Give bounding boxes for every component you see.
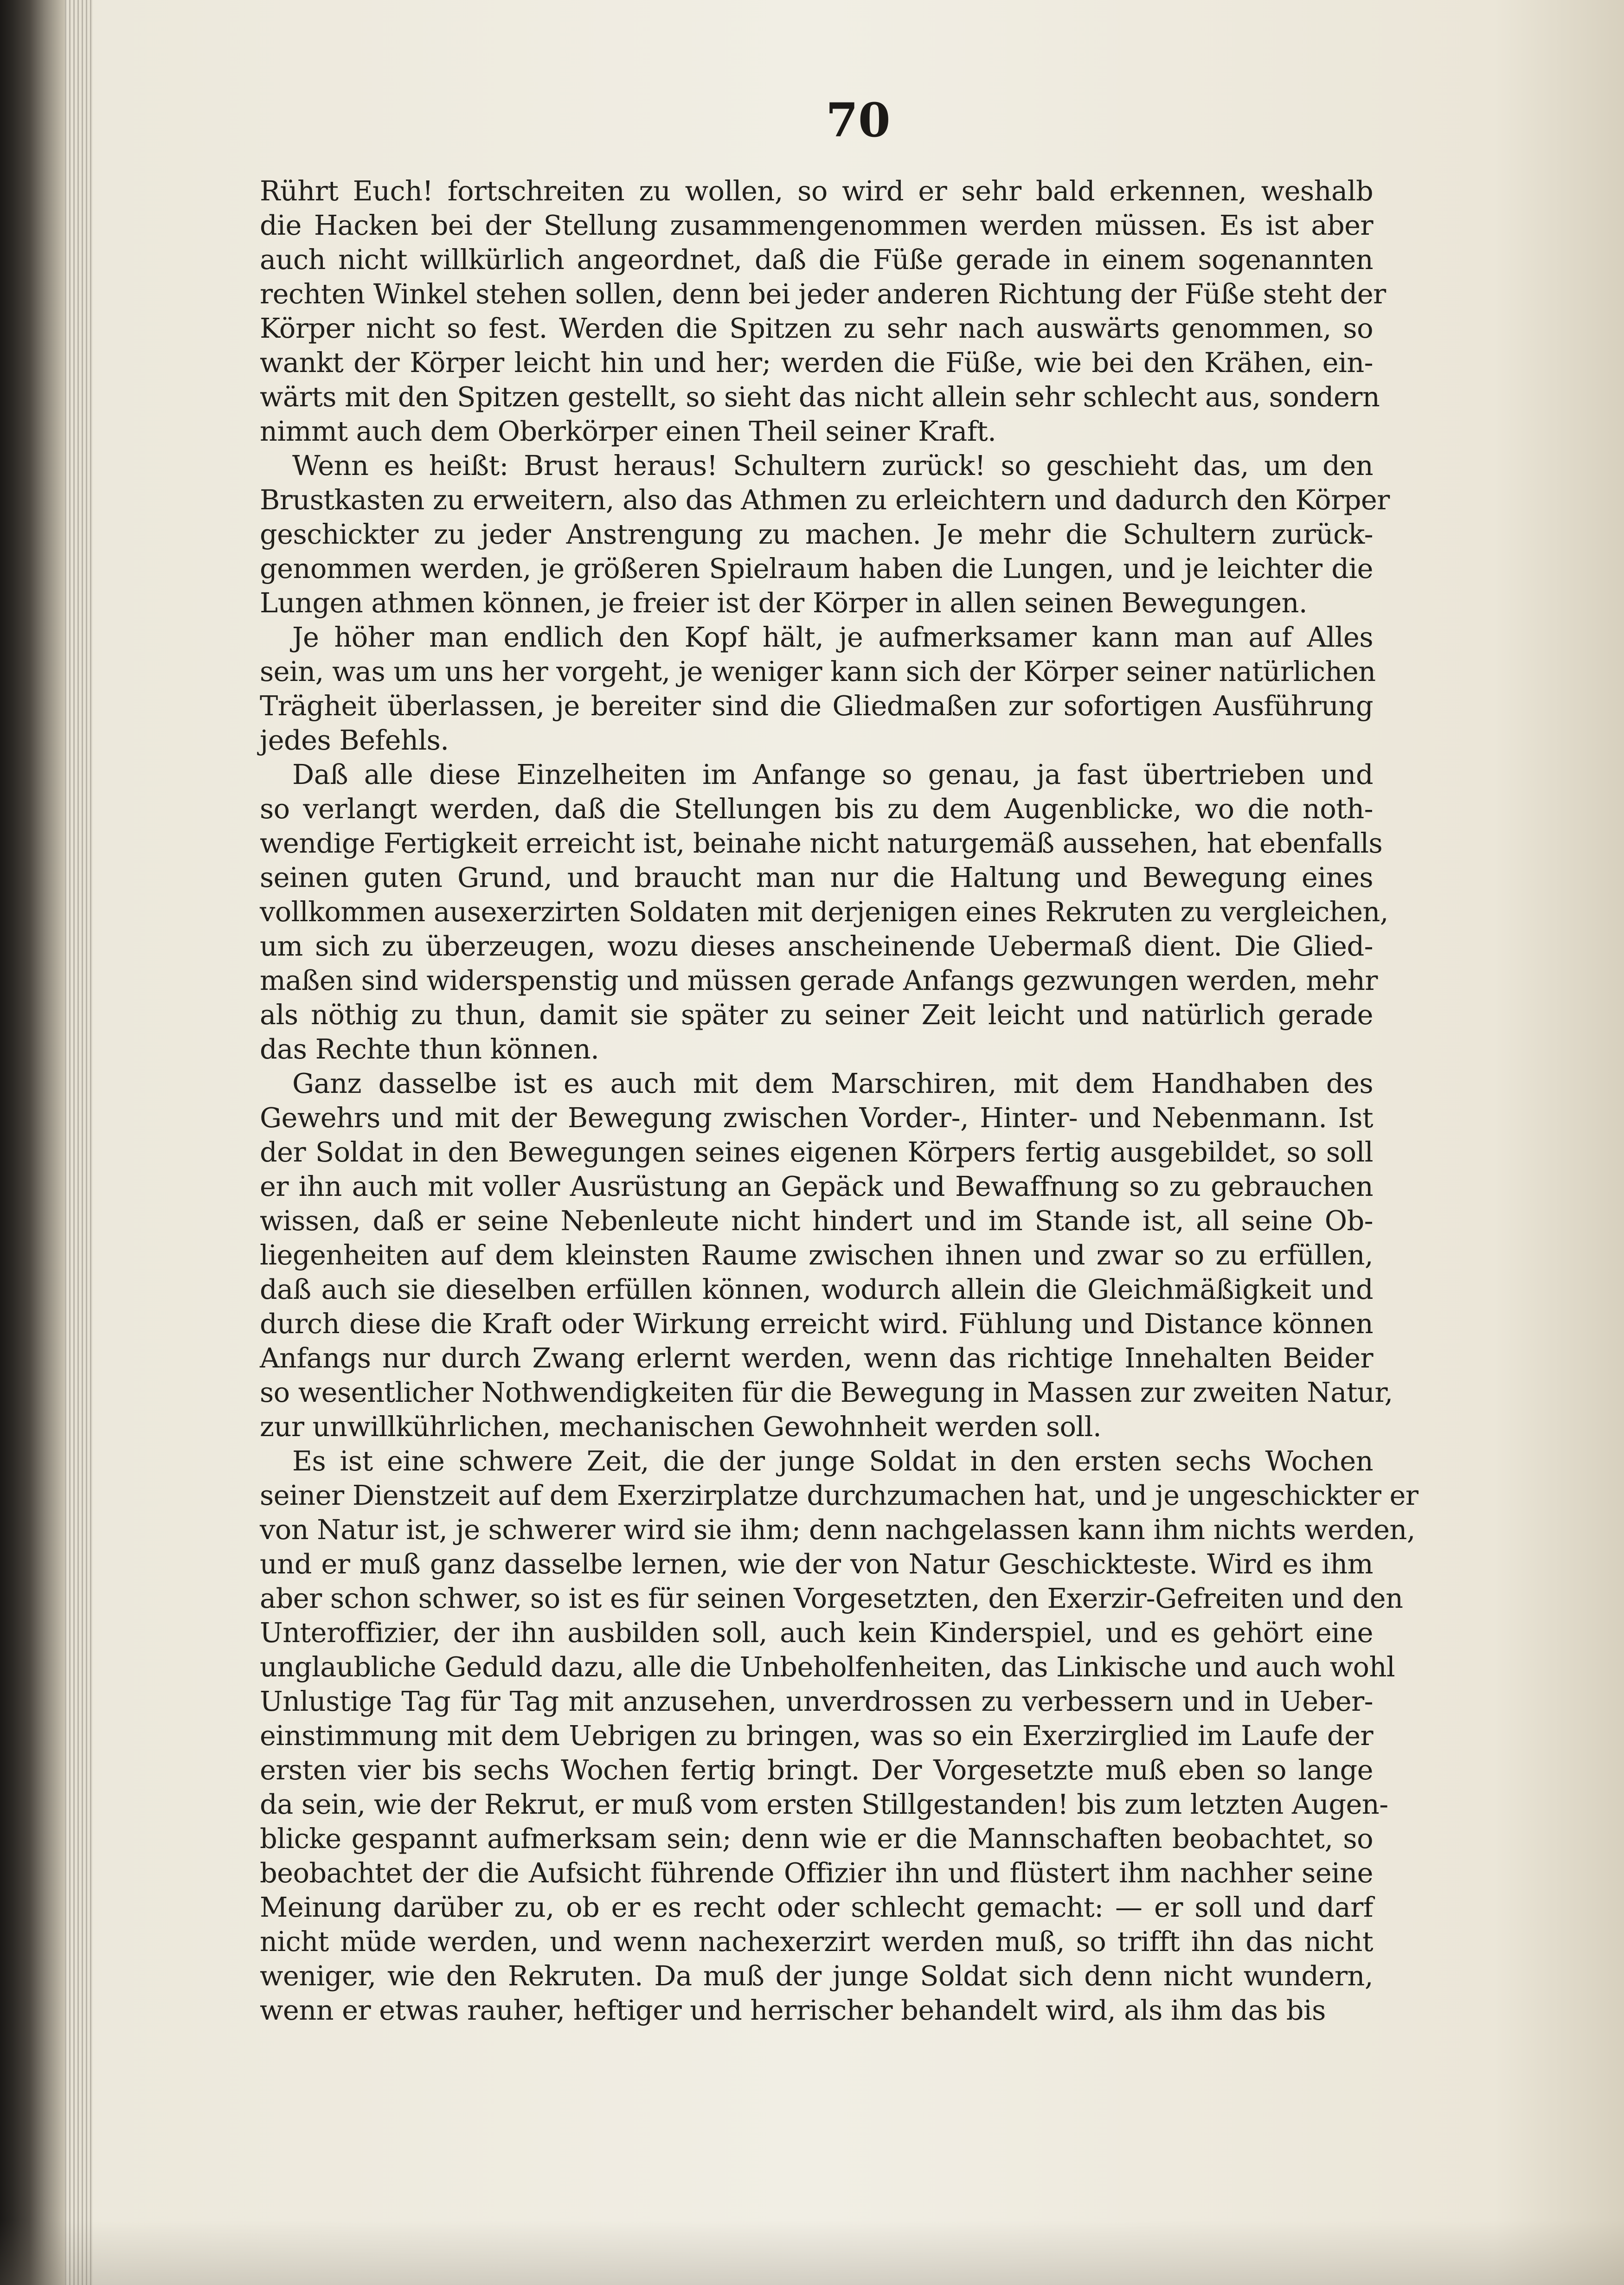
- page-number: 70: [826, 93, 891, 148]
- text-line: so wesentlicher Nothwendigkeiten für die Bewegung in Massen zur zweiten Natur,: [260, 1376, 1393, 1408]
- text-line: Meinung darüber zu, ob er es recht oder schlecht gemacht: — er soll und darf: [260, 1891, 1373, 1923]
- text-line: um sich zu überzeugen, wozu dieses anscheinende Uebermaß dient. Die Glied-: [260, 930, 1373, 962]
- text-line: liegenheiten auf dem kleinsten Raume zwischen ihnen und zwar so zu erfüllen,: [260, 1239, 1373, 1271]
- text-line: unglaubliche Geduld dazu, alle die Unbeholfenheiten, das Linkische und auch wohl: [260, 1651, 1395, 1683]
- page-edges: [65, 0, 93, 2285]
- text-line: sein, was um uns her vorgeht, je weniger kann sich der Körper seiner natürlichen: [260, 655, 1376, 687]
- body-text: [260, 174, 1419, 2028]
- text-line: auch nicht willkürlich angeordnet, daß die Füße gerade in einem sogenannten: [260, 244, 1373, 276]
- text-line: Unlustige Tag für Tag mit anzusehen, unverdrossen zu verbessern und in Ueber-: [260, 1685, 1373, 1717]
- paragraph: [260, 449, 1390, 620]
- text-line: da sein, wie der Rekrut, er muß vom ersten Stillgestanden! bis zum letzten Augen-: [260, 1788, 1388, 1820]
- text-line: Je höher man endlich den Kopf hält, je aufmerksamer kann man auf Alles: [292, 621, 1373, 653]
- text-line: nicht müde werden, und wenn nachexerzirt werden muß, so trifft ihn das nicht: [260, 1926, 1373, 1958]
- paragraph: [260, 757, 1388, 1066]
- text-line: weniger, wie den Rekruten. Da muß der junge Soldat sich denn nicht wundern,: [260, 1960, 1373, 1992]
- text-line: ersten vier bis sechs Wochen fertig bringt. Der Vorgesetzte muß eben so lange: [260, 1754, 1373, 1786]
- text-line: Rührt Euch! fortschreiten zu wollen, so wird er sehr bald erkennen, weshalb: [260, 175, 1373, 207]
- text-line: Brustkasten zu erweitern, also das Athmen zu erleichtern und dadurch den Körper: [260, 484, 1390, 516]
- text-line: wissen, daß er seine Nebenleute nicht hindert und im Stande ist, all seine Ob-: [260, 1205, 1373, 1237]
- text-line: er ihn auch mit voller Ausrüstung an Gepäck und Bewaffnung so zu gebrauchen: [260, 1170, 1373, 1202]
- text-line: blicke gespannt aufmerksam sein; denn wie er die Mannschaften beobachtet, so: [260, 1823, 1373, 1855]
- text-line: wärts mit den Spitzen gestellt, so sieht das nicht allein sehr schlecht aus, sondern: [260, 381, 1380, 413]
- paragraph: [260, 1066, 1393, 1444]
- text-line: zur unwillkührlichen, mechanischen Gewohnheit werden soll.: [260, 1411, 1102, 1443]
- text-line: Lungen athmen können, je freier ist der Körper in allen seinen Bewegungen.: [260, 587, 1308, 619]
- text-line: beobachtet der die Aufsicht führende Offizier ihn und flüstert ihm nachher seine: [260, 1857, 1373, 1889]
- text-line: maßen sind widerspenstig und müssen gerade Anfangs gezwungen werden, mehr: [260, 964, 1378, 996]
- text-line: daß auch sie dieselben erfüllen können, wodurch allein die Gleichmäßigkeit und: [260, 1273, 1373, 1305]
- text-line: nimmt auch dem Oberkörper einen Theil seiner Kraft.: [260, 415, 996, 447]
- text-line: geschickter zu jeder Anstrengung zu machen. Je mehr die Schultern zurück-: [260, 518, 1373, 550]
- text-line: wenn er etwas rauher, heftiger und herrischer behandelt wird, als ihm das bis: [260, 1994, 1326, 2026]
- text-line: einstimmung mit dem Uebrigen zu bringen, was so ein Exerzirglied im Laufe der: [260, 1720, 1373, 1752]
- text-line: wankt der Körper leicht hin und her; werden die Füße, wie bei den Krähen, ein-: [260, 347, 1373, 379]
- text-line: Daß alle diese Einzelheiten im Anfange so genau, ja fast übertrieben und: [292, 758, 1373, 790]
- text-line: Es ist eine schwere Zeit, die der junge Soldat in den ersten sechs Wochen: [292, 1445, 1373, 1477]
- paragraph: [260, 1444, 1419, 2028]
- text-line: Körper nicht so fest. Werden die Spitzen zu sehr nach auswärts genommen, so: [260, 312, 1373, 344]
- paragraph: [260, 620, 1376, 757]
- text-line: so verlangt werden, daß die Stellungen bis zu dem Augenblicke, wo die noth-: [260, 793, 1373, 825]
- text-line: als nöthig zu thun, damit sie später zu seiner Zeit leicht und natürlich gerade: [260, 999, 1373, 1031]
- text-line: vollkommen ausexerzirten Soldaten mit derjenigen eines Rekruten zu vergleichen,: [260, 896, 1388, 928]
- text-line: Trägheit überlassen, je bereiter sind die Gliedmaßen zur sofortigen Ausführung: [260, 690, 1373, 722]
- bottom-shadow: [0, 2220, 1624, 2285]
- text-line: Ganz dasselbe ist es auch mit dem Marschiren, mit dem Handhaben des: [292, 1067, 1373, 1099]
- text-line: durch diese die Kraft oder Wirkung erreicht wird. Fühlung und Distance können: [260, 1308, 1373, 1340]
- text-line: der Soldat in den Bewegungen seines eigenen Körpers fertig ausgebildet, so soll: [260, 1136, 1373, 1168]
- text-line: das Rechte thun können.: [260, 1033, 599, 1065]
- text-line: Wenn es heißt: Brust heraus! Schultern zurück! so geschieht das, um den: [292, 449, 1373, 481]
- text-line: aber schon schwer, so ist es für seinen Vorgesetzten, den Exerzir-Gefreiten und den: [260, 1582, 1403, 1614]
- paragraph: [260, 174, 1386, 449]
- text-line: und er muß ganz dasselbe lernen, wie der von Natur Geschickteste. Wird es ihm: [260, 1548, 1373, 1580]
- text-line: die Hacken bei der Stellung zusammengenommen werden müssen. Es ist aber: [260, 209, 1373, 241]
- text-line: genommen werden, je größeren Spielraum haben die Lungen, und je leichter die: [260, 552, 1373, 584]
- text-line: jedes Befehls.: [260, 724, 449, 756]
- text-line: Gewehrs und mit der Bewegung zwischen Vorder-, Hinter- und Nebenmann. Ist: [260, 1102, 1373, 1134]
- text-line: Anfangs nur durch Zwang erlernt werden, wenn das richtige Innehalten Beider: [260, 1342, 1373, 1374]
- text-line: Unteroffizier, der ihn ausbilden soll, auch kein Kinderspiel, und es gehört eine: [260, 1617, 1373, 1649]
- text-line: seiner Dienstzeit auf dem Exerzirplatze durchzumachen hat, und je ungeschickter er: [260, 1479, 1419, 1511]
- book-spine-shadow: [0, 0, 65, 2285]
- text-line: rechten Winkel stehen sollen, denn bei jeder anderen Richtung der Füße steht der: [260, 278, 1386, 310]
- text-line: wendige Fertigkeit erreicht ist, beinahe nicht naturgemäß aussehen, hat ebenfalls: [260, 827, 1383, 859]
- text-line: seinen guten Grund, und braucht man nur die Haltung und Bewegung eines: [260, 861, 1373, 893]
- text-line: von Natur ist, je schwerer wird sie ihm; denn nachgelassen kann ihm nichts werden,: [260, 1514, 1415, 1546]
